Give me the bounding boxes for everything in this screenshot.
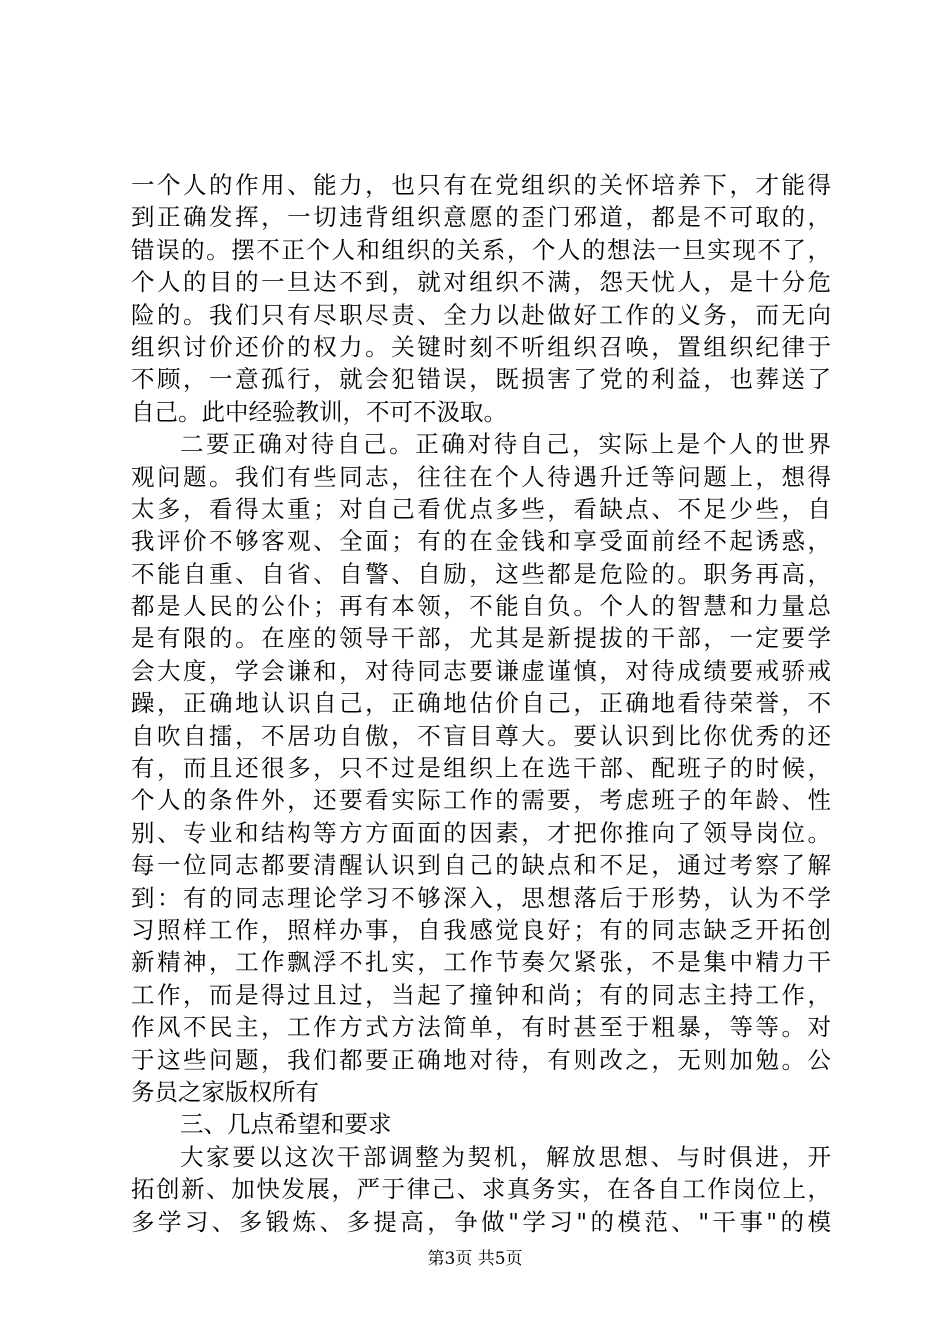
text-line: 观问题。我们有些同志，往往在个人待遇升迁等问题上，想得 [131, 462, 831, 491]
paragraph [131, 169, 831, 428]
paragraph [131, 428, 831, 1108]
text-line: 到：有的同志理论学习不够深入，思想落后于形势，认为不学 [131, 883, 831, 912]
text-line: 一个人的作用、能力，也只有在党组织的关怀培养下，才能得 [131, 171, 831, 199]
text-line: 自己。此中经验教训，不可不汲取。 [131, 397, 507, 426]
text-line: 组织讨价还价的权力。关键时刻不听组织召唤，置组织纪律于 [131, 332, 831, 361]
text-line: 不能自重、自省、自警、自励，这些都是危险的。职务再高， [131, 559, 831, 588]
text-line: 到正确发挥，一切违背组织意愿的歪门邪道，都是不可取的， [131, 203, 831, 232]
text-line: 个人的目的一旦达不到，就对组织不满，怨天忧人，是十分危 [131, 268, 831, 297]
text-line: 不顾，一意孤行，就会犯错误，既损害了党的利益，也葬送了 [131, 365, 831, 394]
text-line: 都是人民的公仆；再有本领，不能自负。个人的智慧和力量总 [131, 592, 831, 621]
text-line: 二要正确对待自己。正确对待自己，实际上是个人的世界 [180, 430, 831, 459]
text-line: 是有限的。在座的领导干部，尤其是新提拔的干部，一定要学 [131, 624, 831, 653]
text-line: 习照样工作，照样办事，自我感觉良好；有的同志缺乏开拓创 [131, 915, 831, 944]
text-line: 我评价不够客观、全面；有的在金钱和享受面前经不起诱惑， [131, 527, 831, 556]
text-line: 每一位同志都要清醒认识到自己的缺点和不足，通过考察了解 [131, 851, 831, 880]
page-number-label: 第3页 共5页 [427, 1249, 523, 1269]
text-line: 自吹自擂，不居功自傲，不盲目尊大。要认识到比你优秀的还 [131, 721, 831, 750]
text-line: 三、几点希望和要求 [180, 1110, 392, 1139]
text-line: 躁，正确地认识自己，正确地估价自己，正确地看待荣誉，不 [131, 689, 831, 718]
text-line: 错误的。摆不正个人和组织的关系，个人的想法一旦实现不了， [131, 235, 831, 264]
text-line: 务员之家版权所有 [131, 1077, 319, 1106]
text-line: 作风不民主，工作方式方法简单，有时甚至于粗暴，等等。对 [131, 1013, 831, 1042]
section-heading [131, 1108, 831, 1140]
text-line: 个人的条件外，还要看实际工作的需要，考虑班子的年龄、性 [131, 786, 831, 815]
text-line: 于这些问题，我们都要正确地对待，有则改之，无则加勉。公 [131, 1045, 831, 1074]
text-line: 大家要以这次干部调整为契机，解放思想、与时俱进，开 [180, 1142, 831, 1171]
text-line: 工作，而是得过且过，当起了撞钟和尚；有的同志主持工作， [131, 980, 831, 1009]
document-body [131, 169, 831, 1238]
text-line: 险的。我们只有尽职尽责、全力以赴做好工作的义务，而无向 [131, 300, 831, 329]
text-line: 新精神，工作飘浮不扎实，工作节奏欠紧张，不是集中精力干 [131, 948, 831, 977]
text-line: 太多，看得太重；对自己看优点多些，看缺点、不足少些，自 [131, 494, 831, 523]
page-footer [0, 1244, 950, 1269]
text-line: 会大度，学会谦和，对待同志要谦虚谨慎，对待成绩要戒骄戒 [131, 656, 831, 685]
text-line: 多学习、多锻炼、多提高，争做"学习"的模范、"干事"的模 [131, 1207, 831, 1236]
paragraph [131, 1141, 831, 1238]
text-line: 拓创新、加快发展，严于律己、求真务实，在各自工作岗位上， [131, 1175, 831, 1204]
text-line: 别、专业和结构等方方面面的因素，才把你推向了领导岗位。 [131, 818, 831, 847]
text-line: 有，而且还很多，只不过是组织上在选干部、配班子的时候， [131, 754, 831, 783]
